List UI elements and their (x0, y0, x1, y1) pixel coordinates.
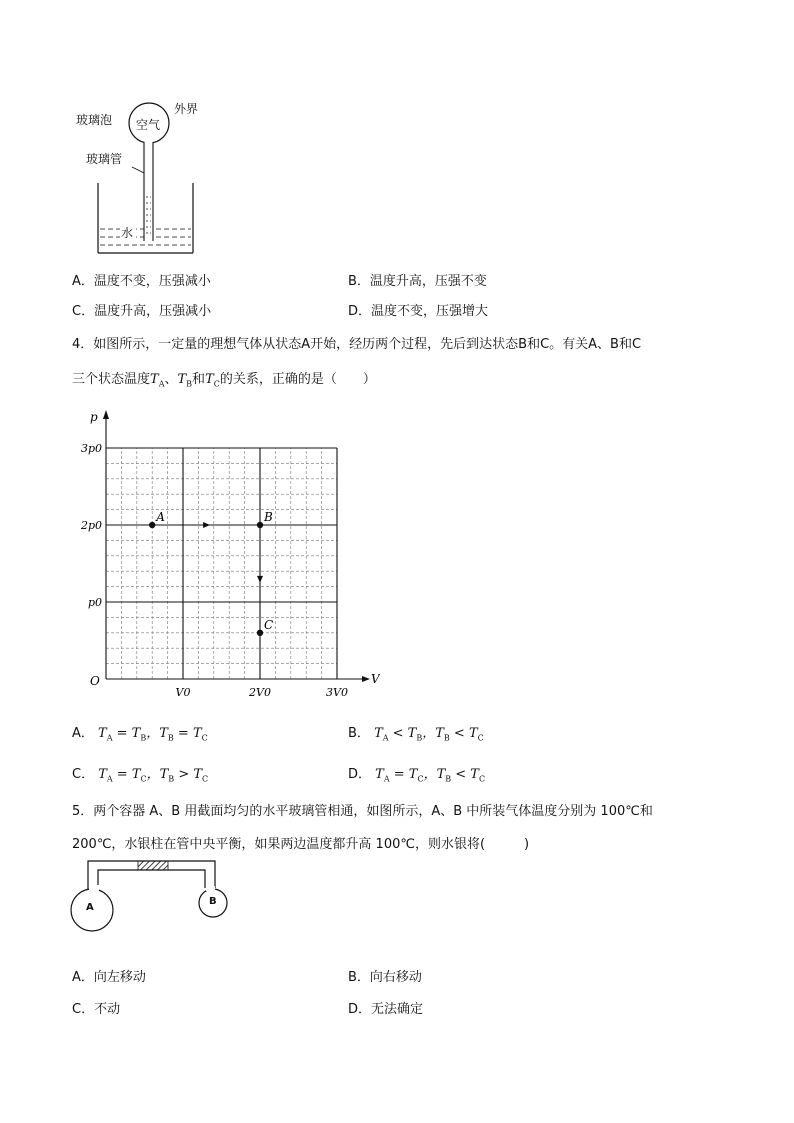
process-arrow-A-B (203, 522, 210, 528)
q5-label-b: B (209, 896, 217, 907)
q5-option-c[interactable]: C．不动 (72, 1002, 121, 1017)
state-point-A (149, 522, 155, 528)
q3-tube-label: 玻璃管 (86, 152, 123, 166)
q3-outside-label: 外界 (174, 102, 199, 116)
q5-label-a: A (86, 902, 94, 913)
origin-label: O (90, 674, 100, 688)
q4-option-a-expr: $T_A = T_B$，$T_B = T_C$ (98, 726, 208, 743)
q5-figure (70, 855, 235, 935)
q3-option-c[interactable]: C．温度升高，压强减小 (72, 304, 212, 319)
state-label-A: A (156, 510, 165, 524)
q4-option-b-letter: B． (348, 726, 370, 741)
q4-stem-line2: 三个状态温度$T_A$、$T_B$和$T_C$的关系，正确的是（ ） (72, 372, 376, 389)
q3-option-d[interactable]: D．温度不变，压强增大 (348, 304, 489, 319)
state-label-C: C (264, 617, 274, 632)
q4-option-c-expr: $T_A = T_C$，$T_B > T_C$ (98, 767, 209, 784)
x-tick-label: 2V0 (249, 686, 271, 699)
state-point-B (257, 522, 263, 528)
q4-option-d-expr: $T_A = T_C$，$T_B < T_C$ (375, 767, 486, 784)
y-tick-label: 3p0 (80, 442, 102, 455)
q3-bulb-label: 玻璃泡 (76, 113, 113, 127)
state-point-C (257, 630, 263, 636)
x-axis-arrow (362, 676, 370, 682)
q4-option-d-letter: D． (348, 767, 372, 782)
q3-water-label: 水 (121, 226, 134, 240)
q4-option-c[interactable] (72, 763, 208, 784)
pv-chart (80, 405, 380, 700)
x-tick-label: V0 (175, 686, 191, 699)
q5-stem-line2: 200℃，水银柱在管中央平衡，如果两边温度都升高 100℃，则水银将( ) (72, 837, 530, 852)
process-arrow-B-C (257, 576, 263, 583)
y-axis-arrow (103, 410, 109, 419)
q5-option-b[interactable]: B．向右移动 (348, 970, 422, 985)
state-label-B: B (264, 510, 273, 524)
q5-option-d[interactable]: D．无法确定 (348, 1002, 424, 1017)
y-tick-label: p0 (87, 596, 102, 609)
x-tick-label: 3V0 (326, 686, 348, 699)
q3-air-label: 空气 (136, 118, 161, 132)
q5-option-a[interactable]: A．向左移动 (72, 970, 146, 985)
q4-option-d[interactable] (348, 763, 485, 784)
q3-option-a[interactable]: A．温度不变，压强减小 (72, 274, 211, 289)
q4-stem-prefix: 三个状态温度 (72, 372, 151, 387)
q4-option-b[interactable] (348, 722, 484, 743)
q4-stem-suffix: 的关系，正确的是（ ） (219, 372, 376, 387)
y-tick-label: 2p0 (80, 519, 102, 532)
q4-option-a[interactable] (72, 722, 208, 743)
q4-stem-line1: 4．如图所示，一定量的理想气体从状态A开始，经历两个过程，先后到达状态B和C。有关A、B和C (72, 337, 642, 352)
q3-option-b[interactable]: B．温度升高，压强不变 (348, 274, 487, 289)
q4-option-a-letter: A． (72, 726, 94, 741)
q4-option-b-expr: $T_A < T_B$，$T_B < T_C$ (374, 726, 484, 743)
x-axis-label: V (371, 672, 380, 686)
q5-stem-line1: 5．两个容器 A、B 用截面均匀的水平玻璃管相通，如图所示，A、B 中所装气体温度分别为 100℃和 (72, 804, 653, 819)
q4-option-c-letter: C． (72, 767, 95, 782)
y-axis-label: p (90, 410, 98, 424)
